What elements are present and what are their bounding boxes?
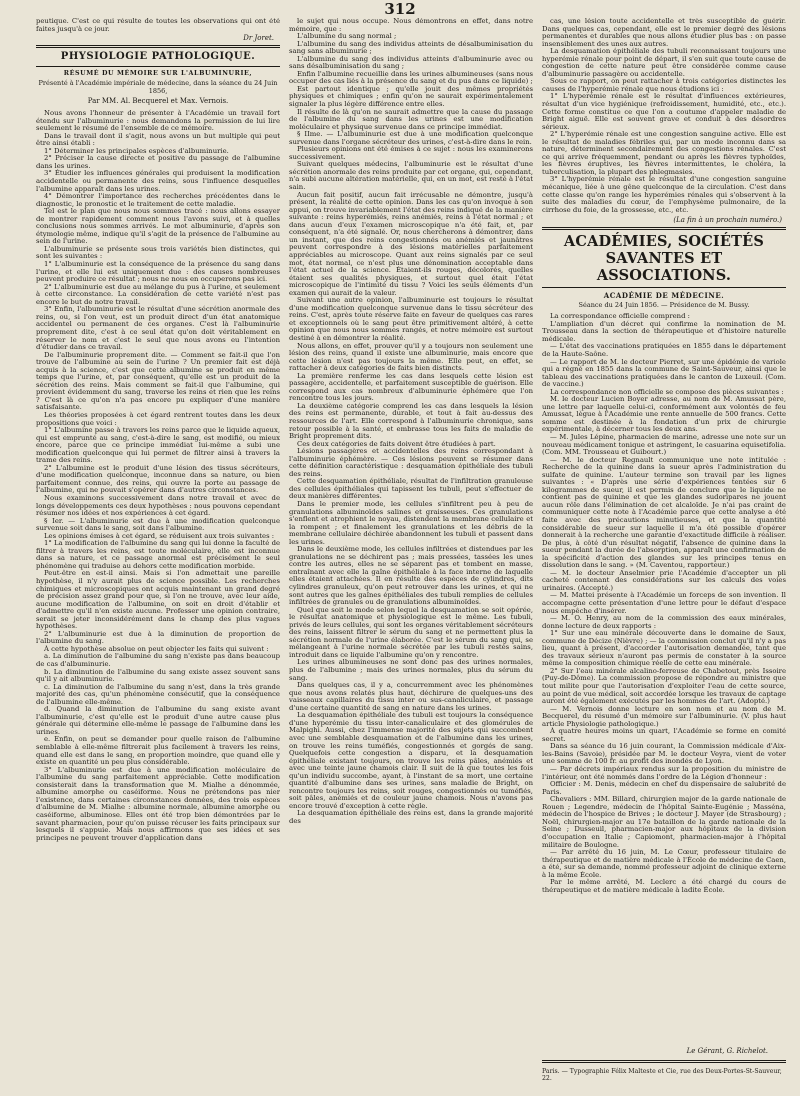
paragraph: — M. Vernois donne lecture en son nom et au nom de M. Becquerel, du résumé d'un mémoire sur l'albuminurie. (V. plus haut article Physiologie pathologique.) [542, 704, 786, 728]
paragraph: L'albuminurie se présente sous trois variétés bien distinctes, qui sont les suivantes : [36, 244, 280, 261]
paragraph: 2° L'hyperémie rénale est une congestion sanguine active. Elle est le résultat de maladies fébriles qui, par un mode inconnu dans sa nature, déterminent secondairement des congestions rénales. C'est ce qui arrive fréquemment, pendant ou après les fièvres typhoïdes, les fièvres éruptives, les fièvres intermittentes, le choléra, la tuberculisation, la plupart des phlegmasies. [542, 130, 786, 176]
paragraph: Dans quelques cas, il y a, concurremment avec les phénomènes que nous avons relatés plus haut, déchirure de quelques-uns des vaisseaux capillaires du tissu inter ou sus-canaliculaire, et passage d'une certaine quantité de sang en nature dans les urines. [289, 681, 533, 712]
paragraph: Enfin l'albumine recueillie dans les urines albumineuses (sans nous occuper des cas liés à la présence du sang et du pus dans ce liquide) ; [289, 69, 533, 86]
paragraph: Les théories proposées à cet égard rentrent toutes dans les deux propositions que voici : [36, 410, 280, 427]
paragraph: À cette hypothèse absolue on peut objecter les faits qui suivent : [44, 644, 269, 653]
paragraph: — M. le docteur Regnault communique une note intitulée : Recherche de la quinine dans la sueur après l'administration du sulfate de quinine. L'auteur termine son travail par les lignes suivantes : « D'après une série d'expériences tentées sur 6 kilogrammes de sueur, il est permis de conclure que le liquide ne contient pas de quinine et que les glandes sudoripares ne jouent aucun rôle dans l'élimination de cet alcaloïde. Je n'ai pas craint de communiquer cette note à l'Académie parce que cette analyse a été faite avec des précautions minutieuses, et que la quantité considérable de sueur sur laquelle il m'a été possible d'opérer donnerait à la recherche une garantie d'exactitude difficile à réaliser. De plus, à côté d'un résultat négatif, l'absence de quinine dans la sueur pendant la durée de l'absorption, apparaît une confirmation de la spécificité d'action des glandes sur les principes tenus en dissolution dans le sang. » (M. Caventou, rapporteur.) [542, 455, 786, 570]
paragraph: La desquamation épithéliale des reins est, dans la grande majorité des [289, 809, 533, 825]
paragraph: Plusieurs opinions ont été émises à ce sujet : nous les examinerons successivement. [289, 145, 533, 161]
paragraph: Suivant une autre opinion, l'albuminurie est toujours le résultat d'une modification quelconque survenue dans le tissu sécréteur des reins. C'est, après toute réserve faite en faveur de quelques cas rares et exceptionnels où le sang peut être primitivement altéré, à cette opinion que nous nous sommes rangés, et notre mémoire est surtout destiné à en démontrer la réalité. [289, 296, 533, 342]
paragraph: Tel est le plan que nous nous sommes tracé : nous allons essayer de montrer rapidement comment nous l'avons suivi, et à quelles conclusions nous sommes arrivés. Le mot albuminurie, d'après son étymologie même, indique qu'il s'agit de la présence de l'albumine au sein de l'urine. [36, 207, 280, 246]
paragraph: 1° Déterminer les principales espèces d'albuminurie. [44, 146, 229, 155]
footer-rule [542, 1060, 786, 1063]
paragraph: 3° L'albuminurie est due à une modification moléculaire de l'albumine du sang parfaitement appréciable. Cette modification consisterait dans la transformation que M. Mialhe a dénommée, albumine amorphe ou caséiforme. Nous ne prétendons pas nier l'existence, dans certaines circonstances données, des trois espèces d'albumine de M. Mialhe : albumine normale, albumine amorphe ou caséiforme, albuminose. Elles ont été trop bien démontrées par le savant pharmacien, pour qu'on puisse récuser les faits principaux sur lesquels il s'appuie. Mais nous affirmons que ses idées et ses principes ne peuvent trouver d'application dans [36, 765, 280, 842]
paragraph: — Par décrets impériaux rendus sur la proposition du ministre de l'intérieur, ont été nommés dans l'ordre de la Légion d'honneur : [542, 765, 786, 781]
paragraph: § IIme. — L'albuminurie est due à une modification quelconque survenue dans l'organe sécréteur des urines, c'est-à-dire dans le rein. [289, 130, 533, 146]
columns [36, 18, 786, 1082]
paragraph: 3° Enfin, l'albuminurie est le résultat d'une sécrétion anormale des reins, ou, si l'on veut, est un produit direct d'un état anatomique accidentel ou permanent de ces organes. C'est là l'albuminurie proprement dite, c'est à ce seul état qu'on doit véritablement en réserver le nom et c'est le seul que nous avons eu l'intention d'étudier dans ce travail. [36, 305, 280, 352]
paragraph: Quel que soit le mode selon lequel la desquamation se soit opérée, le résultat anatomique et physiologique est le même. Les tubuli, privés de leurs cellules, qui sont les organes véritablement sécréteurs des reins, laissent filtrer le sérum du sang et ne permettent plus la sécrétion normale de l'urine élaborée. C'est le sérum du sang qui, se mélangeant à l'urine normale sécrétée par les tubuli restés sains, introduit dans ce liquide l'albumine qu'on y rencontre. [289, 605, 533, 659]
paragraph: a. La diminution de l'albumine du sang n'existe pas dans beaucoup de cas d'albuminurie. [36, 652, 280, 669]
paragraph: Les opinions émises à cet égard, se réduisent aux trois suivantes : [44, 531, 275, 540]
academy-title: ACADÉMIE DE MÉDECINE. [603, 291, 725, 301]
paragraph: le sujet qui nous occupe. Nous démontrons en effet, dans notre mémoire, que : [289, 18, 533, 33]
paragraph: À quatre heures moins un quart, l'Académie se forme en comité secret. [542, 727, 786, 743]
col3-body [542, 18, 786, 214]
printer-imprint: Paris. — Typographie Félix Malteste et Cie, rue des Deux-Portes-St-Sauveur, 22. [542, 1068, 782, 1082]
paragraph: La correspondance officielle comprend : [550, 312, 690, 321]
paragraph: e. Enfin, on peut se demander pour quelle raison de l'albumine semblable à elle-même filtrerait plus facilement à travers les reins, quand elle est dans le sang, en proportion moindre, que quand elle y existe en quantité un peu plus considérable. [36, 735, 280, 767]
paragraph: Par le même arrêté, M. Leclerc a été chargé du cours de thérapeutique et de matière médicale à ladite École. [542, 878, 786, 894]
article-title: RÉSUMÉ DU MÉMOIRE SUR L'ALBUMINURIE, [63, 70, 253, 78]
paragraph: — M. le docteur Anselmier prie l'Académie d'accepter un pli cacheté contenant des considérations sur les calculs des voies urinaires. (Accepté.) [542, 568, 786, 592]
paragraph: Suivant quelques médecins, l'albuminurie est le résultat d'une sécrétion anormale des reins produite par cet organe, qui, cependant, n'a subi aucune altération matérielle, qui, en un mot, est resté à l'état sain. [289, 160, 533, 192]
paragraph: Cette desquamation épithéliale, résultat de l'infiltration granuleuse des cellules épithéliales qui tapissent les tubuli, peut s'effectuer de deux manières différentes. [289, 477, 533, 501]
paragraph: La deuxième catégorie comprend les cas dans lesquels la lésion des reins est permanente, durable, et tout à fait au-dessus des ressources de l'art. Elle correspond à l'albuminurie chronique, sans retour possible à la santé, et embrasse tous les faits de maladie de Bright proprement dits. [289, 401, 533, 441]
paragraph: Dans sa séance du 16 juin courant, la Commission médicale d'Aix-les-Bains (Savoie), présidée par M. le docteur Veyra, vient de voter une somme de 100 fr. au profit des inondés de Lyon. [542, 742, 786, 766]
gerant-signature: Le Gérant, G. Richelot. [686, 1047, 768, 1055]
paragraph: M. le docteur Lucien Boyer adresse, au nom de M. Amussat père, une lettre par laquelle celui-ci, conformément aux volontés de feu Amussat, lègue à l'Académie une rente annuelle de 500 francs. Cette somme est destinée à la fondation d'un prix de chirurgie expérimentale, à décerner tous les deux ans. [542, 395, 786, 434]
paragraph: 2° Préciser la cause directe et positive du passage de l'albumine dans les urines. [36, 154, 280, 170]
paragraph: 1° L'hyperémie rénale est le résultat d'influences extérieures, résultat d'un vice hygiénique (refroidissement, humidité, etc., etc.). Cette forme constitue ce que l'on a coutume d'appeler maladie de Bright aiguë. Elle est souvent grave et conduit à des désordres sérieux. [542, 92, 786, 131]
paragraph: — Le rapport de M. le docteur Pierret, sur une épidémie de variole qui a régné en 1855 dans la commune de Saint-Sauveur, ainsi que le tableau des vaccinations pratiquées dans le canton de Luxeuil. (Com. de vaccine.) [542, 357, 786, 389]
paragraph: 1° L'albuminurie est la conséquence de la présence du sang dans l'urine, et elle lui est uniquement due : des causes nombreuses peuvent produire ce résultat ; nous ne nous en occuperons pas ici. [36, 260, 280, 284]
paragraph: Dans le premier mode, les cellules s'infiltrent peu à peu de granulations albuminoïdes salines et graisseuses. Ces granulations s'enflent et atrophient le noyau, distendent la membrane cellulaire et la rompent ; et finalement les granulations et les débris de la membrane cellulaire déchirée abandonnent les tubuli et passent dans les urines. [289, 500, 533, 546]
paragraph: L'albumine du sang des individus atteints de désalbuminisation du sang sans albuminurie ; [289, 39, 533, 56]
paragraph: L'ampliation d'un décret qui confirme la nomination de M. Trousseau dans la section de thérapeutique et d'histoire naturelle médicale. [542, 319, 786, 343]
paragraph: — M. Mattei présente à l'Académie un forceps de son invention. Il accompagne cette présentation d'une lettre pour le défaut d'espace nous empêche d'insérer. [542, 591, 786, 615]
paragraph: Nous allons, en effet, prouver qu'il y a toujours non seulement une lésion des reins, quand il existe une albuminurie, mais encore que cette lésion n'est pas toujours la même. Elle peut, en effet, se rattacher à deux catégories de faits bien distincts. [289, 341, 533, 373]
paragraph: L'albumine du sang des individus atteints d'albuminurie avec ou sans désalbuminisation du sang ; [289, 54, 533, 71]
paragraph: d. Quand la diminution de l'albumine du sang existe avant l'albuminurie, c'est qu'elle est le produit d'une autre cause plus générale qui détermine elle-même le passage de l'albumine dans les urines. [36, 705, 280, 736]
paragraph: 1° La modification de l'albumine du sang qui lui donne la faculté de filtrer à travers les reins, est toute moléculaire, elle est inconnue dans sa nature, et ce passage anormal est précisément le seul phénomène qui traduise au dehors cette modification morbide. [36, 539, 280, 570]
section-title: PHYSIOLOGIE PATHOLOGIQUE. [60, 51, 256, 63]
seance-line: Séance du 24 Juin 1856. — Présidence de M. Bussy. [578, 301, 750, 310]
paragraph: c. La diminution de l'albumine du sang n'est, dans la très grande majorité des cas, qu'un phénomène consécutif, que la conséquence de l'albumine elle-même. [36, 682, 280, 706]
academies-title: ACADÉMIES, SOCIÉTÉS SAVANTES ET ASSOCIATIONS. [563, 233, 765, 285]
paragraph: — Par arrêté du 16 juin, M. Le Cœur, professeur titulaire de thérapeutique et de matière médicale à l'École de médecine de Caen, a été, sur sa demande, nommé professeur adjoint de clinique externe à la même École. [542, 848, 786, 879]
paragraph: Les urines albumineuses ne sont donc pas des urines normales, plus de l'albumine ; mais des urines normales, plus du sérum du sang. [289, 658, 533, 682]
academies-divider [542, 227, 786, 230]
paragraph: Nous examinons successivement dans notre travail et avec de longs développements ces deux hypothèses : nous pouvons cependant résumer nos idées et nos expériences à cet égard. [36, 493, 280, 518]
intro-paragraph: peutique. C'est ce qui résulte de toutes les observations qui ont été faites jusqu'à ce jour. [36, 18, 280, 33]
paragraph: L'albumine du sang normal ; [297, 32, 397, 41]
paragraph: Nous avons l'honneur de présenter à l'Académie un travail fort étendu sur l'albuminurie : nous demandons la permission de lui lire seulement le résumé de l'ensemble de ce mémoire. [36, 109, 280, 133]
paragraph: 2° L'albuminurie est due à la diminution de proportion de l'albumine du sang. [36, 629, 280, 646]
paragraph: § Ier. — L'albuminurie est due à une modification quelconque survenue soit dans le sang, soit dans l'albumine. [36, 516, 280, 533]
paragraph: La desquamation épithéliale des tubuli reconnaissant toujours une hyperémie rénale pour point de départ, il s'en suit que toute cause de congestion de cette nature peut être considérée comme cause d'albuminurie passagère ou accidentelle. [542, 47, 786, 78]
paragraph: cas, une lésion toute accidentelle et très susceptible de guérir. Dans quelques cas, cependant, elle est le premier degré des lésions permanentes et durables que nous allons étudier plus bas : on passe insensiblement des unes aux autres. [542, 18, 786, 48]
page-number: 312 [384, 0, 416, 18]
intro-signature: Dr Joret. [243, 34, 274, 43]
paragraph: — M. Jules Lépine, pharmacien de marine, adresse une note sur un nouveau médicament tonique et astringent, le casuarina equisetifolia. (Com. MM. Trousseau et Guibourt.) [542, 432, 786, 457]
paragraph: 2° L'albumine est le produit d'une lésion des tissus sécréteurs, d'une modification quelconque, inconnue dans sa nature, ou bien parfaitement connue, des reins, qui ouvre la porte au passage de l'albumine, qui ne pouvait s'opérer dans d'autres circonstances. [36, 463, 280, 495]
paragraph: La desquamation épithéliale des tubuli est toujours la conséquence d'une hyperémie du tissu inter-canaliculaire et des glomérules de Malpighi. Aussi, chez l'immense majorité des sujets qui succombent avec une semblable desquamation et de l'albumine dans les urines, on trouve les reins tuméfiés, congestionnés et gorgés de sang. Quelquefois cette congestion a disparu, et la desquamation épithéliale existant toujours, on trouve les reins pâles, anémiés et avec une teinte jaune chamois clair. Il suit de là que toutes les fois qu'un individu succombe, ayant, à l'instant de sa mort, une certaine quantité d'albumine dans ses urines, sans maladie de Bright, on rencontre toujours les reins, soit rouges, congestionnés ou tuméfiés, soit pâles, anémiés et de couleur jaune chamois. Nous n'avons pas encore trouvé d'exception à cette règle. [289, 711, 533, 810]
article-subtitle: Présenté à l'Académie impériale de médecine, dans la séance du 24 Juin 1856, [38, 79, 278, 96]
academy-body [542, 313, 786, 894]
paragraph: Aucun fait positif, aucun fait irrécusable ne démontre, jusqu'à présent, la réalité de cette opinion. Dans les cas qu'on invoque à son appui, on trouve invariablement l'état des reins indiqué de la manière suivante : reins hyperémiés, reins anémiés, reins à l'état normal ; et dans aucun d'eux l'examen microscopique n'a été fait, et, par conséquent, n'a été signalé. Or, nous chercherons à démontrer, dans un instant, que des reins congestionnés ou anémiés et jaunâtres peuvent correspondre à des lésions matérielles parfaitement appréciables au microscope. Quant aux reins signalés par ce seul mot, état normal, ce n'est plus une dénomination acceptable dans l'état actuel de la science. Étaient-ils rouges, décolorés, quelles étaient ses qualités physiques, et surtout quel était l'état microscopique de l'intimité du tissu ? Voici les seuls éléments d'un examen qui aurait de la valeur. [289, 190, 533, 297]
page-footer [542, 1044, 786, 1082]
paragraph: Ces deux catégories de faits doivent être étudiées à part. [297, 439, 496, 448]
paragraph: — M. O. Henry, au nom de la commission des eaux minérales, donne lecture de deux rapports : [542, 614, 786, 630]
paragraph: Officier : M. Denis, médecin en chef du dispensaire de salubrité de Paris. [542, 780, 786, 796]
paragraph: 2° L'albuminurie est due au mélange du pus à l'urine, et seulement à cette circonstance. La considération de cette variété n'est pas encore le but de notre travail. [36, 282, 280, 306]
paragraph: — L'état des vaccinations pratiquées en 1855 dans le département de la Haute-Saône. [542, 342, 786, 358]
paragraph: 1° L'albumine passe à travers les reins parce que le liquide aqueux, qui est emprunté au sang, c'est-à-dire le sang, est modifié, ou mieux encore, parce que ce principe immédiat lui-même a subi une modification quelconque qui lui permet de filtrer ainsi à travers la trame des reins. [36, 426, 280, 465]
paragraph: Dans le deuxième mode, les cellules infiltrées et distendues par les granulations ne se déchirent pas ; mais pressées, tassées les unes contre les autres, elles ne se séparent pas et tombent en masse, entraînant avec elle la gaîne épithéliale à la face interne de laquelle elles étaient attachées. Il en résulte des espèces de cylindres, dits cylindres granuleux, qu'on peut retrouver dans les urines, et qui ne sont autres que les gaînes épithéliales des tubuli remplies de cellules infiltrées de granules ou de granulations albuminoïdes. [289, 545, 533, 607]
paragraph: 1° Sur une eau minérale découverte dans le domaine de Saux, commune de Décize (Nièvre) ; — la commission conclut qu'il n'y a pas lieu, quant à présent, d'accorder l'autorisation demandée, tant que des travaux sérieux n'auront pas permis de constater à la source même la composition chimique réelle de cette eau minérale. [542, 629, 786, 668]
paragraph: Il résulte de là qu'on ne saurait admettre que la cause du passage de l'albumine du sang dans les urines est une modification moléculaire et physique survenue dans ce principe immédiat. [289, 107, 533, 131]
section-divider [36, 45, 280, 48]
paragraph: Sous ce rapport, on peut rattacher à trois catégories distinctes les causes de l'hyperémie rénale que nous étudions ici : [542, 77, 786, 93]
paragraph: La correspondance non officielle se compose des pièces suivantes : [550, 387, 784, 396]
paragraph: Chevaliers : MM. Billard, chirurgien major de la garde nationale de Rouen ; Legendre, médecin de l'hôpital Sainte-Eugénie ; Masséna, médecin de l'hospice de Brives ; le docteur J. Mayer (de Strasbourg) ; Noël, chirurgien-major au 17e bataillon de la garde nationale de la Seine ; Dusseuil, pharmacien-major aux hôpitaux de la division d'occupation en Italie ; Capiomont, pharmacien-major à l'hôpital militaire de Boulogne. [542, 795, 786, 849]
col2-body [289, 18, 533, 826]
paragraph: Dans le travail dont il s'agit, nous avons un but multiple qui peut être ainsi établi : [36, 131, 280, 148]
col1-body [36, 110, 280, 842]
column-3 [542, 18, 786, 1082]
paragraph: Lésions passagères et accidentelles des reins correspondant à l'albuminurie éphémère. — Ces lésions peuvent se résumer dans cette définition caractéristique : desquamation épithéliale des tubuli des reins. [289, 447, 533, 478]
paragraph: 3° Étudier les influences générales qui produisent la modification accidentelle ou permanente des reins, sous l'influence desquelles l'albumine apparaît dans les urines. [36, 169, 280, 193]
paragraph: 2° Sur l'eau minérale alcalino-ferreuse de Chabetout, près Issoire (Puy-de-Dôme). La commission propose de répondre au ministre que tout milite pour que l'autorisation d'exploiter l'eau de cette source, au point de vue médical, soit accordée lorsque les travaux de captage auront été également exécutés par les hommes de l'art. (Adopté.) [542, 666, 786, 706]
column-1 [36, 18, 280, 1082]
column-2 [289, 18, 533, 1082]
section-title-rule [36, 66, 280, 67]
academies-title-rule [542, 287, 786, 288]
paragraph: 3° L'hyperémie rénale est le résultat d'une congestion sanguine mécanique, liée à une gêne quelconque de la circulation. C'est dans cette classe qu'on range les hyperémies rénales qui s'observent à la suite des maladies du cœur, de l'emphysème pulmonaire, de la cirrhose du foie, de la grossesse, etc., etc. [542, 175, 786, 214]
article-authors: Par MM. Al. Becquerel et Max. Vernois. [87, 97, 229, 106]
paragraph: b. La diminution de l'albumine du sang existe assez souvent sans qu'il y ait albuminurie. [36, 667, 280, 684]
paragraph: 4° Démontrer l'importance des recherches précédentes dans le diagnostic, le pronostic et le traitement de cette maladie. [36, 192, 280, 208]
paragraph: Peut-être en est-il ainsi. Mais si l'on admettait une pareille hypothèse, il n'y aurait plus de science possible. Les recherches chimiques et microscopiques ont acquis maintenant un grand degré de précision assez grand pour que, si l'on ne trouve, avec leur aide, aucune modification de l'albumine, on soit en droit d'établir et d'admettre qu'il n'en existe aucune. Professer une opinion contraire, serait se jeter inconsidérément dans le champ des plus vagues hypothèses. [36, 569, 280, 631]
paragraph: La première renferme les cas dans lesquels cette lésion est passagère, accidentelle, et parfaitement susceptible de guérison. Elle correspond aux cas nombreux d'albuminurie éphémère que l'on rencontre tous les jours. [289, 371, 533, 403]
to-be-continued: (La fin à un prochain numéro.) [673, 216, 782, 225]
paragraph: Est partout identique ; qu'elle jouit des mêmes propriétés physiques et chimiques ; enfin qu'on ne saurait expérimentalement signaler la plus légère différence entre elles. [289, 84, 533, 109]
paragraph: De l'albuminurie proprement dite. — Comment se fait-il que l'on trouve de l'albumine au sein de l'urine ? Un premier fait est déjà acquis à la science, c'est que cette albumine se produit en même temps que l'urine, et, par conséquent, qu'elle est un produit de la sécrétion des reins. Mais comment se fait-il que l'albumine, qui provient évidemment du sang, traverse les reins et rien que les reins ? C'est là ce qu'on n'a pas encore pu expliquer d'une manière satisfaisante. [36, 350, 280, 412]
